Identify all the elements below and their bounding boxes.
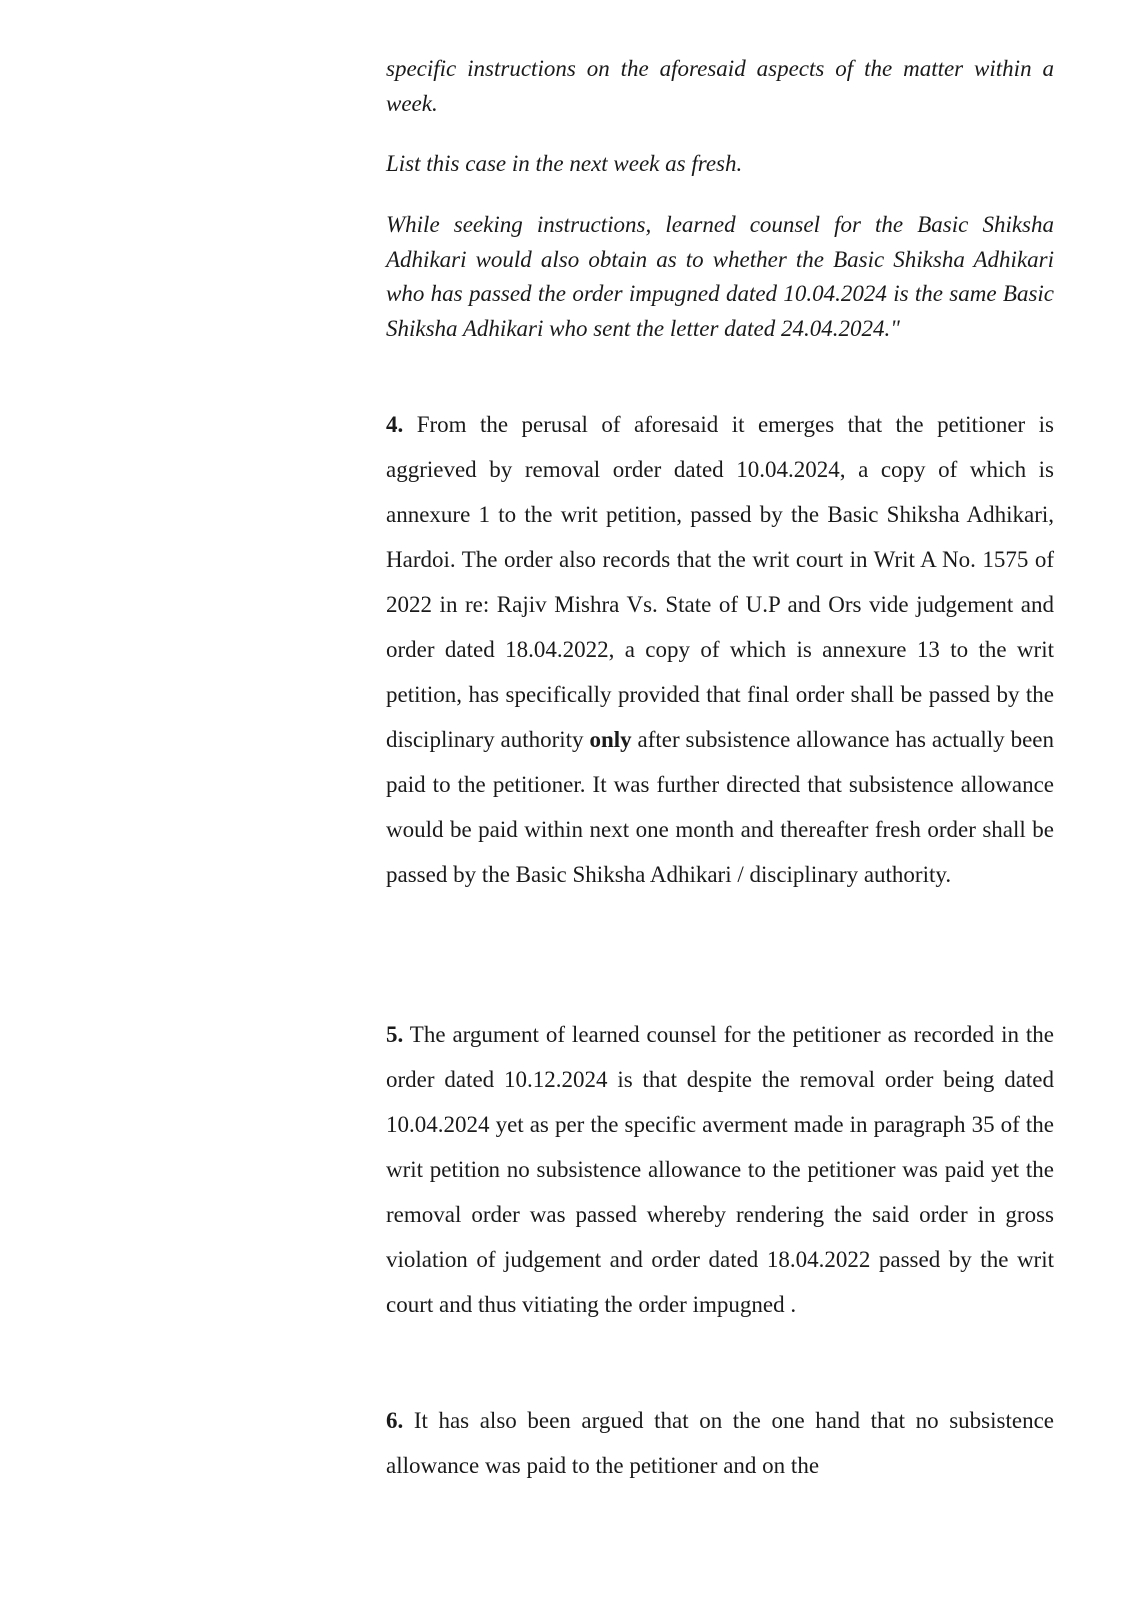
paragraph-6-number: 6. — [386, 1408, 404, 1433]
quote-line-list-case: List this case in the next week as fresh. — [386, 151, 743, 176]
paragraph-5 — [386, 1012, 1054, 1327]
paragraph-4-number: 4. — [386, 412, 404, 437]
paragraph-4-text-a: From the perusal of aforesaid it emerges that the petitioner is aggrieved by removal order dated 10.04.2024, a copy of which is annexure 1 to the writ petition, passed by the Basic Shiksha Adhikari, Hardoi. The order also records that the writ court in Writ A No. 1575 of 2022 in re: Rajiv Mishra Vs. State of U.P and Ors vide judgement and order dated 18.04.2022, a copy of which is annexure 13 to the writ petition, has specifically provided that final order shall be passed by the disciplinary authority — [386, 412, 1054, 752]
paragraph-4-emphasis: only — [589, 727, 632, 752]
paragraph-5-text: The argument of learned counsel for the petitioner as recorded in the order dated 10.12.2024 is that despite the removal order being dated 10.04.2024 yet as per the specific averment made in paragraph 35 of the writ petition no subsistence allowance to the petitioner was paid yet the removal order was passed whereby rendering the said order in gross violation of judgement and order dated 18.04.2022 passed by the writ court and thus vitiating the order impugned . — [386, 1022, 1054, 1317]
quote-line-instructions: specific instructions on the aforesaid aspects of the matter within a week. — [386, 56, 1054, 116]
paragraph-6-text: It has also been argued that on the one hand that no subsistence allowance was paid to the petitioner and on the — [386, 1408, 1054, 1478]
quote-line-seeking-instructions: While seeking instructions, learned counsel for the Basic Shiksha Adhikari would also obtain as to whether the Basic Shiksha Adhikari who has passed the order impugned dated 10.04.2024 is the same Basic Shiksha Adhikari who sent the letter dated 24.04.2024." — [386, 212, 1054, 341]
paragraph-5-number: 5. — [386, 1022, 404, 1047]
paragraph-6 — [386, 1398, 1054, 1488]
paragraph-4-text-b: after subsistence allowance has actually been paid to the petitioner. It was further directed that subsistence allowance would be paid within next one month and thereafter fresh order shall be passed by the Basic Shiksha Adhikari / disciplinary authority. — [386, 727, 1054, 887]
paragraph-4 — [386, 402, 1054, 897]
